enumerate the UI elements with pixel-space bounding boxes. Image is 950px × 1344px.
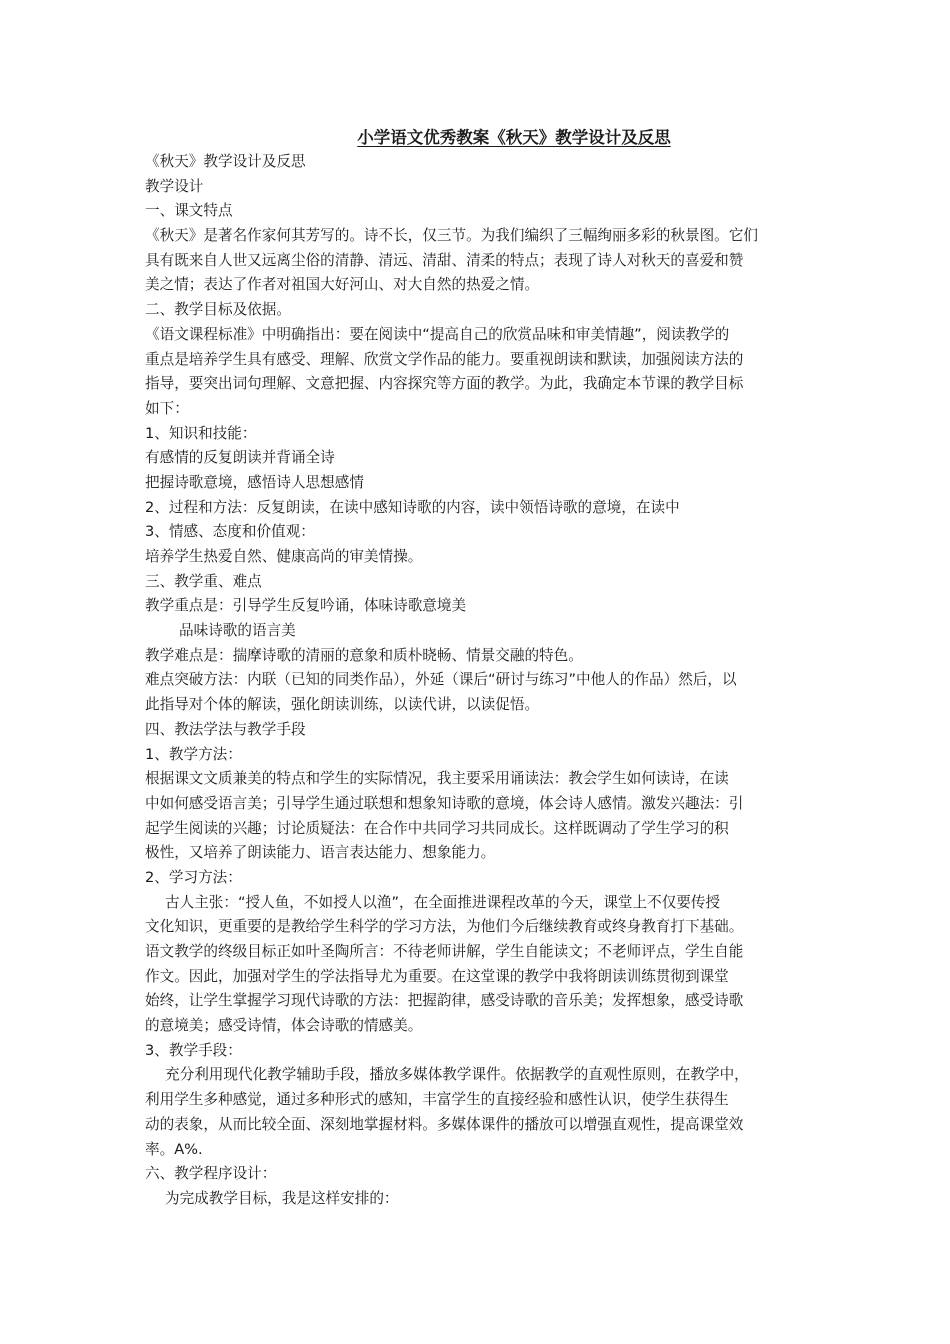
paragraph-line: 极性，又培养了朗读能力、语言表达能力、想象能力。: [145, 844, 496, 862]
paragraph-line: 如下：: [145, 399, 189, 417]
sub-heading: 1、教学方法：: [145, 745, 242, 763]
sub-heading: 3、教学手段：: [145, 1041, 242, 1059]
sub-heading: 1、知识和技能：: [145, 424, 257, 442]
paragraph-line: 指导，要突出词句理解、文意把握、内容探究等方面的教学。为此，我确定本节课的教学目标: [145, 375, 744, 393]
paragraph-line: 难点突破方法：内联（已知的同类作品），外延（课后“研讨与练习”中他人的作品）然后，以: [145, 671, 737, 689]
paragraph-line: 教学重点是：引导学生反复吟诵，体味诗歌意境美: [145, 597, 467, 615]
paragraph-line: 利用学生多种感觉，通过多种形式的感知，丰富学生的直接经验和感性认识，使学生获得生: [145, 1091, 729, 1109]
list-item: 把握诗歌意境，感悟诗人思想感情: [145, 473, 364, 491]
document-body: [145, 150, 820, 1212]
paragraph-line: 中如何感受语言美；引导学生通过联想和想象知诗歌的意境，体会诗人感情。激发兴趣法：引: [145, 794, 744, 812]
paragraph-line: 动的表象，从而比较全面、深刻地掌握材料。多媒体课件的播放可以增强直观性，提高课堂效: [145, 1115, 744, 1133]
subtitle-line: 《秋天》教学设计及反思: [145, 153, 306, 170]
paragraph-line: 文化知识，更重要的是教给学生科学的学习方法，为他们今后继续教育或终身教育打下基础。: [145, 918, 744, 936]
sub-heading: 3、情感、态度和价值观：: [145, 523, 315, 541]
sub-heading: 2、学习方法：: [145, 868, 242, 886]
paragraph-line: 作文。因此，加强对学生的学法指导尤为重要。在这堂课的教学中我将朗读训练贯彻到课堂: [145, 967, 729, 985]
section-heading: 一、课文特点: [145, 202, 233, 220]
paragraph-line: 此指导对个体的解读，强化朗读训练，以读代讲，以读促悟。: [145, 696, 540, 714]
sub-heading: 2、过程和方法：反复朗读，在读中感知诗歌的内容，读中领悟诗歌的意境，在读中: [145, 498, 680, 516]
paragraph-line: 起学生阅读的兴趣；讨论质疑法：在合作中共同学习共同成长。这样既调动了学生学习的积: [145, 819, 729, 837]
document-title: 小学语文优秀教案《秋天》教学设计及反思: [357, 128, 671, 147]
list-item: 培养学生热爱自然、健康高尚的审美情操。: [145, 548, 423, 565]
paragraph-line: 语文教学的终级目标正如叶圣陶所言：不待老师讲解，学生自能读文；不老师评点，学生自能: [145, 943, 744, 960]
paragraph-line: 教学难点是：揣摩诗歌的清丽的意象和质朴晓畅、情景交融的特色。: [145, 646, 583, 664]
section-heading: 六、教学程序设计：: [145, 1165, 277, 1183]
paragraph-line: 《秋天》是著名作家何其芳写的。诗不长，仅三节。为我们编织了三幅绚丽多彩的秋景图。它们: [145, 227, 758, 245]
paragraph-line: 为完成教学目标，我是这样安排的：: [165, 1189, 399, 1207]
section-heading: 三、教学重、难点: [145, 572, 262, 590]
paragraph-line: 率。A%.: [145, 1140, 203, 1158]
section-heading: 二、教学目标及依据。: [145, 301, 291, 319]
paragraph-line: 充分利用现代化教学辅助手段，播放多媒体教学课件。依据教学的直观性原则，在教学中，: [165, 1066, 749, 1084]
section-heading: 教学设计: [145, 177, 204, 195]
paragraph-line: 《语文课程标准》中明确指出：要在阅读中“提高自己的欣赏品味和审美情趣”，阅读教学的: [145, 325, 730, 343]
paragraph-line: 的意境美；感受诗情，体会诗歌的情感美。: [145, 1017, 423, 1035]
paragraph-line: 品味诗歌的语言美: [179, 622, 296, 640]
paragraph-line: 美之情；表达了作者对祖国大好河山、对大自然的热爱之情。: [145, 276, 540, 294]
paragraph-line: 重点是培养学生具有感受、理解、欣赏文学作品的能力。要重视朗读和默读，加强阅读方法的: [145, 350, 744, 368]
section-heading: 四、教法学法与教学手段: [145, 720, 306, 738]
list-item: 有感情的反复朗读并背诵全诗: [145, 449, 335, 467]
paragraph-line: 始终，让学生掌握学习现代诗歌的方法：把握韵律，感受诗歌的音乐美；发挥想象，感受诗歌: [145, 992, 744, 1010]
paragraph-line: 古人主张：“授人鱼，不如授人以渔”，在全面推进课程改革的今天，课堂上不仅要传授: [165, 893, 721, 911]
paragraph-line: 根据课文文质兼美的特点和学生的实际情况，我主要采用诵读法：教会学生如何读诗，在读: [145, 770, 729, 788]
paragraph-line: 具有既来自人世又远离尘俗的清静、清远、清甜、清柔的特点；表现了诗人对秋天的喜爱和赞: [145, 251, 744, 269]
